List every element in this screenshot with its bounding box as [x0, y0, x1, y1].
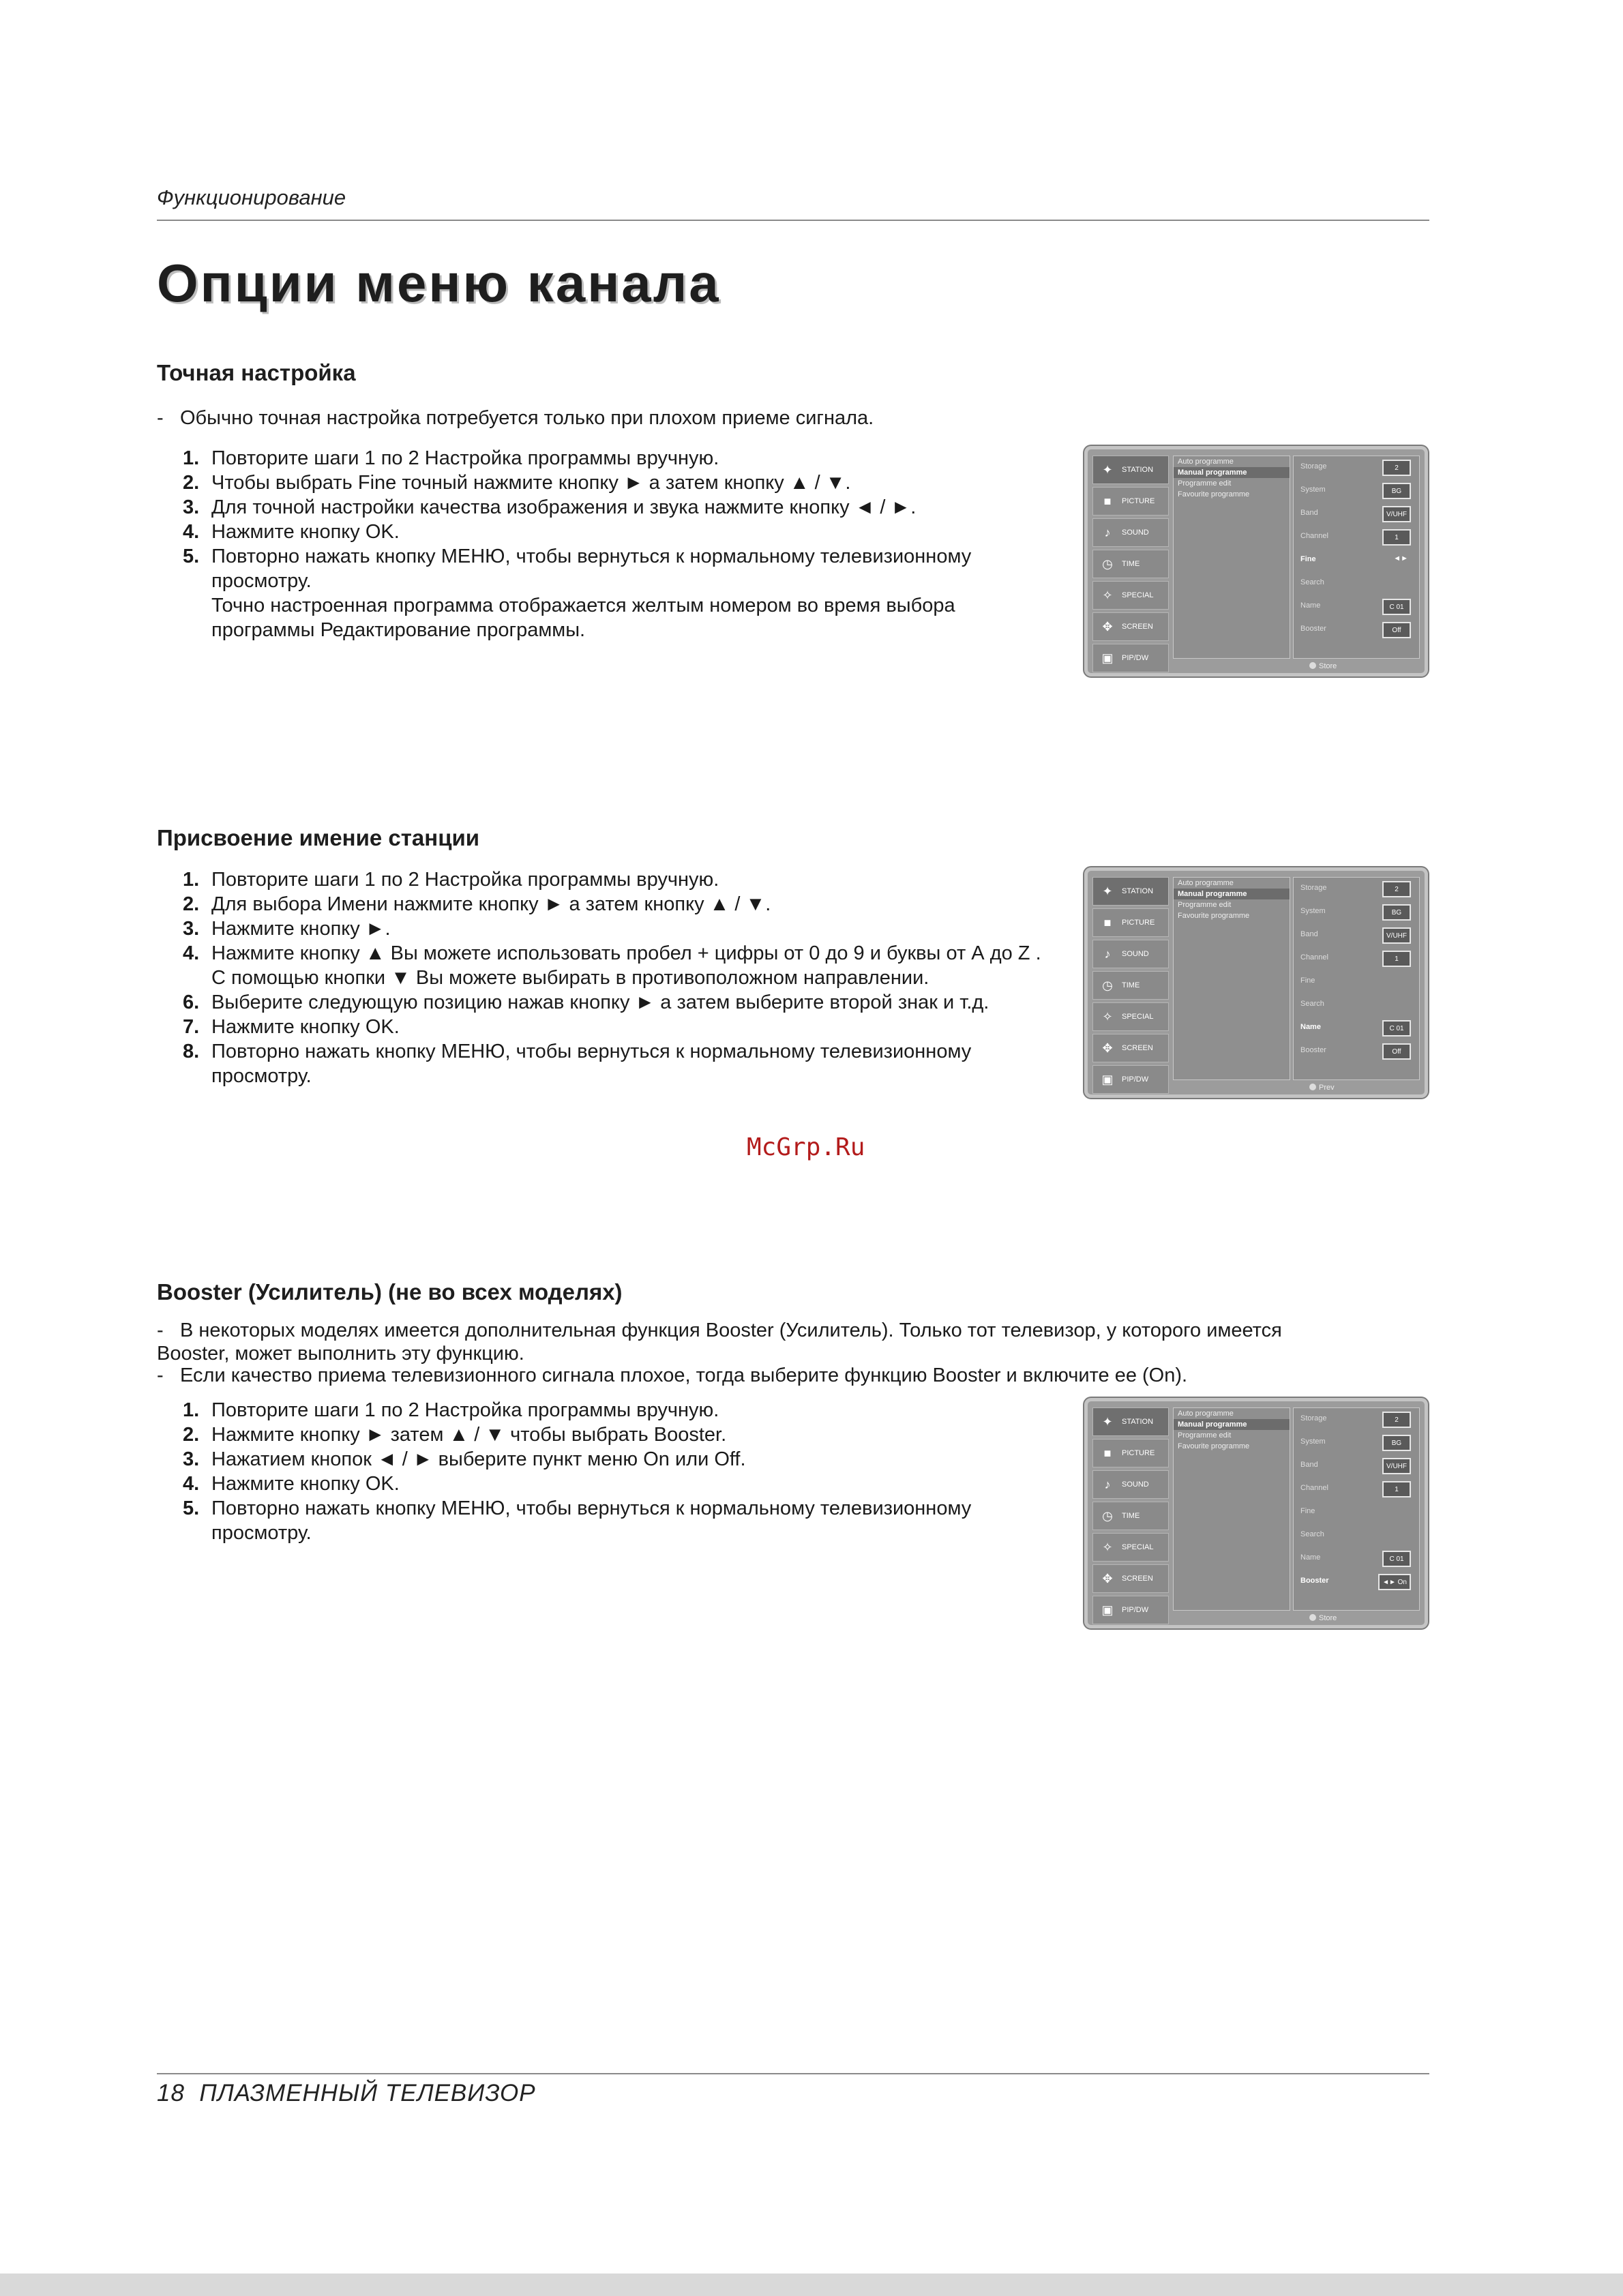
field-label: Booster [1300, 625, 1326, 633]
menu-tab-picture: ■ PICTURE [1092, 1439, 1169, 1467]
field-value: 2 [1382, 1412, 1411, 1428]
menu-fields [1293, 1407, 1420, 1611]
menu-items [1173, 877, 1290, 1080]
menu-tab-special: ✧ SPECIAL [1092, 1533, 1169, 1562]
picture-icon: ■ [1103, 494, 1112, 508]
note-booster-2: - Если качество приема телевизионного сигнала плохое, тогда выберите функцию Booster и включите ее (On). [157, 1365, 1188, 1386]
menu-tab-station: ✦ STATION [1092, 877, 1169, 906]
sound-icon: ♪ [1104, 525, 1111, 539]
steps-booster [183, 1398, 1062, 1545]
menu-footer: Prev [1293, 1083, 1420, 1092]
field-label: Name [1300, 601, 1321, 610]
footer-label: ПЛАЗМЕННЫЙ ТЕЛЕВИЗОР [199, 2080, 536, 2106]
screen-icon: ✥ [1102, 1571, 1113, 1585]
step: 1. Повторите шаги 1 по 2 Настройка программы вручную. [183, 869, 719, 891]
field-label: Channel [1300, 532, 1328, 540]
picture-icon: ■ [1103, 915, 1112, 929]
clock-icon: ◷ [1102, 978, 1113, 992]
field-value: Off [1382, 1043, 1411, 1060]
step: 4. Нажмите кнопку OK. [183, 1473, 400, 1495]
menu-tab-screen: ✥ SCREEN [1092, 1564, 1169, 1593]
note-fine: - Обычно точная настройка потребуется только при плохом приеме сигнала. [157, 407, 874, 429]
menu-tab-time: ◷ TIME [1092, 550, 1169, 578]
menu-tabs [1092, 877, 1169, 1097]
menu-item: Auto programme [1178, 458, 1234, 466]
satellite-icon: ✦ [1102, 1414, 1113, 1429]
menu-tabs [1092, 456, 1169, 675]
left-right-arrows-icon: ◄► [1393, 554, 1408, 563]
menu-item: Favourite programme [1178, 912, 1250, 920]
sound-icon: ♪ [1104, 946, 1111, 961]
menu-tab-station: ✦ STATION [1092, 1407, 1169, 1436]
field-label: Booster [1300, 1046, 1326, 1054]
menu-tab-pip: ▣ PIP/DW [1092, 644, 1169, 672]
field-value: 1 [1382, 529, 1411, 546]
menu-tab-pip: ▣ PIP/DW [1092, 1596, 1169, 1624]
step: 5. Повторно нажать кнопку МЕНЮ, чтобы вернуться к нормальному телевизионному просмотру. Точно настроенная программа отображается желтым номером во время выбора программы Редактирование программы. [183, 546, 972, 641]
menu-tab-picture: ■ PICTURE [1092, 487, 1169, 516]
menu-tab-screen: ✥ SCREEN [1092, 1034, 1169, 1062]
menu-tab-time: ◷ TIME [1092, 971, 1169, 1000]
step: 4. Нажмите кнопку OK. [183, 521, 400, 543]
menu-tab-picture: ■ PICTURE [1092, 908, 1169, 937]
menu-item: Programme edit [1178, 1431, 1232, 1440]
field-label-active: Name [1300, 1023, 1321, 1031]
field-label-active: Fine [1300, 555, 1316, 563]
tv-menu-fine [1084, 446, 1428, 676]
menu-item: Programme edit [1178, 479, 1232, 488]
store-dot-icon [1309, 662, 1316, 669]
running-header: Функционирование [157, 185, 346, 209]
footer-rule [157, 2073, 1429, 2074]
steps-name [183, 867, 1062, 1088]
field-label: Channel [1300, 1484, 1328, 1492]
special-icon: ✧ [1102, 1009, 1113, 1024]
pip-icon: ▣ [1101, 651, 1114, 665]
field-value: V/UHF [1382, 1458, 1411, 1474]
menu-item: Programme edit [1178, 901, 1232, 909]
menu-footer: Store [1293, 1613, 1420, 1623]
field-value: C 01 [1382, 1551, 1411, 1567]
menu-footer: Store [1293, 661, 1420, 671]
field-value: BG [1382, 904, 1411, 921]
menu-item: Favourite programme [1178, 1442, 1250, 1450]
prev-dot-icon [1309, 1084, 1316, 1090]
special-icon: ✧ [1102, 588, 1113, 602]
field-value: 1 [1382, 951, 1411, 967]
note-booster-1: - В некоторых моделях имеется дополнительная функция Booster (Усилитель). Только тот телевизор, у которого имеется Booster, может выполнить эту функцию. [157, 1320, 1282, 1365]
menu-tab-screen: ✥ SCREEN [1092, 612, 1169, 641]
field-label: Search [1300, 1000, 1324, 1008]
step: 3. Для точной настройки качества изображения и звука нажмите кнопку ◄ / ►. [183, 496, 917, 518]
field-label: Search [1300, 1530, 1324, 1538]
special-icon: ✧ [1102, 1540, 1113, 1554]
field-value: C 01 [1382, 599, 1411, 615]
field-label: Name [1300, 1553, 1321, 1562]
section-title-booster: Booster (Усилитель) (не во всех моделях) [157, 1279, 623, 1304]
menu-tab-pip: ▣ PIP/DW [1092, 1065, 1169, 1094]
field-label-active: Booster [1300, 1577, 1329, 1585]
menu-tab-time: ◷ TIME [1092, 1502, 1169, 1530]
menu-item-selected: Manual programme [1174, 467, 1290, 478]
field-label: Band [1300, 930, 1318, 938]
field-value: V/UHF [1382, 506, 1411, 522]
step: 4. Нажмите кнопку ▲ Вы можете использовать пробел + цифры от 0 до 9 и буквы от А до Z . С помощью кнопки ▼ Вы можете выбирать в противоположном направлении. [183, 942, 1041, 989]
menu-item: Auto programme [1178, 879, 1234, 887]
header-rule [157, 220, 1429, 221]
field-label: Fine [1300, 976, 1315, 985]
clock-icon: ◷ [1102, 556, 1113, 571]
field-label: Band [1300, 509, 1318, 517]
screen-icon: ✥ [1102, 619, 1113, 633]
steps-fine [183, 446, 1062, 642]
step: 3. Нажатием кнопок ◄ / ► выберите пункт меню On или Off. [183, 1448, 746, 1470]
field-value: BG [1382, 483, 1411, 499]
menu-tab-sound: ♪ SOUND [1092, 1470, 1169, 1499]
pip-icon: ▣ [1101, 1602, 1114, 1617]
field-value: BG [1382, 1435, 1411, 1451]
page-title: Опции меню канала [157, 253, 721, 313]
step: 6. Выберите следующую позицию нажав кнопку ► а затем выберите второй знак и т.д. [183, 992, 989, 1013]
field-label: Storage [1300, 462, 1327, 471]
satellite-icon: ✦ [1102, 462, 1113, 477]
section-title-fine: Точная настройка [157, 360, 356, 385]
menu-tab-special: ✧ SPECIAL [1092, 581, 1169, 610]
field-value: V/UHF [1382, 927, 1411, 944]
tv-menu-booster [1084, 1398, 1428, 1628]
menu-item: Favourite programme [1178, 490, 1250, 498]
menu-item-selected: Manual programme [1174, 1419, 1290, 1430]
menu-tab-special: ✧ SPECIAL [1092, 1002, 1169, 1031]
field-value: Off [1382, 622, 1411, 638]
step: 2. Нажмите кнопку ► затем ▲ / ▼ чтобы выбрать Booster. [183, 1424, 727, 1446]
menu-item: Auto programme [1178, 1410, 1234, 1418]
field-label: Channel [1300, 953, 1328, 961]
field-label: System [1300, 486, 1326, 494]
step: 8. Повторно нажать кнопку МЕНЮ, чтобы вернуться к нормальному телевизионному просмотру. [183, 1041, 972, 1087]
field-value: ◄► On [1378, 1574, 1411, 1590]
step: 1. Повторите шаги 1 по 2 Настройка программы вручную. [183, 1399, 719, 1421]
menu-tab-sound: ♪ SOUND [1092, 518, 1169, 547]
menu-items [1173, 1407, 1290, 1611]
picture-icon: ■ [1103, 1446, 1112, 1460]
menu-tabs [1092, 1407, 1169, 1627]
field-label: Storage [1300, 884, 1327, 892]
menu-items [1173, 456, 1290, 659]
satellite-icon: ✦ [1102, 884, 1113, 898]
menu-item-selected: Manual programme [1174, 889, 1290, 899]
step: 2. Для выбора Имени нажмите кнопку ► а затем кнопку ▲ / ▼. [183, 893, 771, 915]
field-value: 2 [1382, 881, 1411, 897]
clock-icon: ◷ [1102, 1508, 1113, 1523]
menu-fields [1293, 456, 1420, 659]
field-label: Fine [1300, 1507, 1315, 1515]
step: 2. Чтобы выбрать Fine точный нажмите кнопку ► а затем кнопку ▲ / ▼. [183, 472, 851, 494]
scan-bottom-band [0, 2273, 1623, 2296]
field-label: System [1300, 1437, 1326, 1446]
watermark: McGrp.Ru [747, 1133, 865, 1161]
page-number: 18 [157, 2080, 185, 2106]
menu-fields [1293, 877, 1420, 1080]
screen-icon: ✥ [1102, 1041, 1113, 1055]
section-title-name: Присвоение имение станции [157, 825, 480, 850]
field-value: 1 [1382, 1481, 1411, 1497]
menu-tab-station: ✦ STATION [1092, 456, 1169, 484]
menu-tab-sound: ♪ SOUND [1092, 940, 1169, 968]
tv-menu-name [1084, 867, 1428, 1098]
page-footer [157, 2080, 536, 2107]
pip-icon: ▣ [1101, 1072, 1114, 1086]
step: 3. Нажмите кнопку ►. [183, 918, 391, 940]
field-label: Band [1300, 1461, 1318, 1469]
field-label: Storage [1300, 1414, 1327, 1422]
sound-icon: ♪ [1104, 1477, 1111, 1491]
field-value: 2 [1382, 460, 1411, 476]
step: 1. Повторите шаги 1 по 2 Настройка программы вручную. [183, 447, 719, 469]
field-label: System [1300, 907, 1326, 915]
store-dot-icon [1309, 1614, 1316, 1621]
field-value: C 01 [1382, 1020, 1411, 1037]
step: 7. Нажмите кнопку OK. [183, 1016, 400, 1038]
field-label: Search [1300, 578, 1324, 586]
step: 5. Повторно нажать кнопку МЕНЮ, чтобы вернуться к нормальному телевизионному просмотру. [183, 1497, 972, 1544]
